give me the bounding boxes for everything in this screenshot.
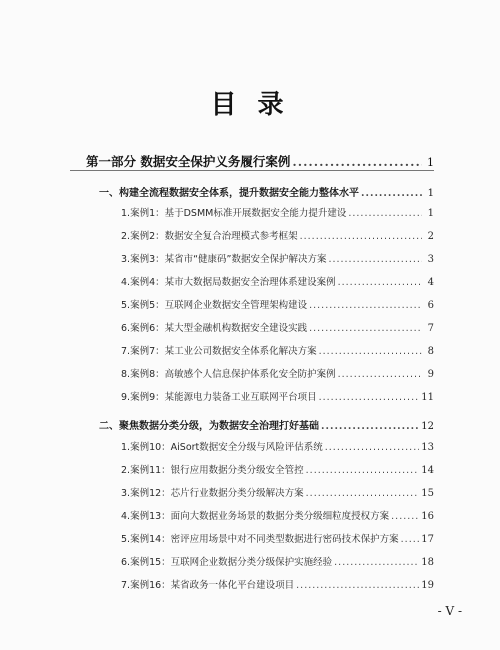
toc-case-label: 6.案例15：互联网企业数据分类分级保护实施经验 — [121, 557, 333, 568]
toc-case-item[interactable] — [121, 439, 434, 453]
toc-page-number: 1 — [427, 208, 434, 219]
toc-case-label: 3.案例3：某省市“健康码”数据安全保护解决方案 — [121, 254, 327, 265]
toc-page-number: 1 — [427, 156, 434, 169]
leader-dots — [321, 421, 419, 432]
leader-dots — [319, 346, 422, 357]
toc-case-label: 4.案例4：某市大数据局数据安全治理体系建设案例 — [121, 277, 336, 288]
leader-dots — [348, 208, 422, 219]
leader-dots — [338, 369, 422, 380]
leader-dots — [391, 511, 419, 522]
toc-case-item[interactable] — [121, 297, 434, 311]
leader-dots — [309, 300, 422, 311]
toc-section-label: 一、构建全流程数据安全体系，提升数据安全能力整体水平 — [99, 188, 359, 199]
toc-page-number: 9 — [427, 369, 434, 380]
toc-part-1[interactable] — [86, 152, 434, 170]
toc-page-number: 15 — [421, 488, 434, 499]
leader-dots — [328, 254, 422, 265]
toc-case-item[interactable] — [121, 228, 434, 242]
toc-page-number: 2 — [427, 231, 434, 242]
toc-page-number: 4 — [427, 277, 434, 288]
leader-dots — [292, 154, 422, 169]
toc-page-number: 19 — [421, 580, 434, 591]
toc-case-label: 9.案例9：某能源电力装备工业互联网平台项目 — [121, 392, 317, 403]
leader-dots — [309, 323, 422, 334]
toc-page-number: 17 — [421, 534, 434, 545]
toc-page-number: 1 — [427, 188, 434, 199]
leader-dots — [325, 442, 420, 453]
toc-case-label: 8.案例8：高敏感个人信息保护体系化安全防护案例 — [121, 369, 336, 380]
toc-page-number: 16 — [421, 511, 434, 522]
leader-dots — [361, 188, 422, 199]
toc-case-label: 1.案例10：AiSort数据安全分级与风险评估系统 — [121, 442, 323, 453]
toc-case-label: 5.案例5：互联网企业数据安全管理架构建设 — [121, 300, 308, 311]
leader-dots — [296, 580, 419, 591]
toc-case-label: 5.案例14：密评应用场景中对不同类型数据进行密码技术保护方案 — [121, 534, 399, 545]
leader-dots — [338, 277, 422, 288]
leader-dots — [300, 231, 422, 242]
toc-case-item[interactable] — [121, 320, 434, 334]
toc-case-label: 1.案例1：基于DSMM标准开展数据安全能力提升建设 — [121, 208, 347, 219]
toc-case-item[interactable] — [121, 577, 434, 591]
toc-case-item[interactable] — [121, 508, 434, 522]
toc-case-item[interactable] — [121, 366, 434, 380]
toc-case-item[interactable] — [121, 205, 434, 219]
toc-page-number: 12 — [421, 421, 434, 432]
leader-dots — [334, 557, 419, 568]
toc-case-label: 4.案例13：面向大数据业务场景的数据分类分级细粒度授权方案 — [121, 511, 390, 522]
leader-dots — [306, 465, 420, 476]
toc-case-item[interactable] — [121, 389, 434, 403]
toc-page-number: 8 — [427, 346, 434, 357]
toc-case-label: 2.案例11：银行应用数据分类分级安全管控 — [121, 465, 304, 476]
toc-case-item[interactable] — [121, 531, 434, 545]
toc-case-item[interactable] — [121, 485, 434, 499]
toc-page-number: 6 — [427, 300, 434, 311]
leader-dots — [401, 534, 420, 545]
toc-page-number: 18 — [421, 557, 434, 568]
toc-case-item[interactable] — [121, 274, 434, 288]
toc-page-number: 14 — [421, 465, 434, 476]
toc-part-label: 第一部分 数据安全保护义务履行案例 — [86, 154, 291, 169]
toc-case-label: 3.案例12：芯片行业数据分类分级解决方案 — [121, 488, 304, 499]
toc-section-label: 二、聚焦数据分类分级，为数据安全治理打好基础 — [99, 421, 319, 432]
toc-case-label: 2.案例2：数据安全复合治理模式参考框架 — [121, 231, 298, 242]
toc-case-label: 7.案例7：某工业公司数据安全体系化解决方案 — [121, 346, 317, 357]
page-number-footer: - V - — [437, 604, 462, 618]
toc-case-item[interactable] — [121, 554, 434, 568]
page-title: 目 录 — [210, 90, 290, 120]
toc-page-number: 11 — [421, 392, 434, 403]
toc-case-item[interactable] — [121, 343, 434, 357]
toc-section-2[interactable] — [99, 417, 434, 432]
toc-page-number: 7 — [427, 323, 434, 334]
toc-page-number: 13 — [421, 442, 434, 453]
toc-page-number: 3 — [427, 254, 434, 265]
toc-case-label: 7.案例16：某省政务一体化平台建设项目 — [121, 580, 295, 591]
leader-dots — [306, 488, 420, 499]
toc-case-item[interactable] — [121, 462, 434, 476]
toc-case-item[interactable] — [121, 251, 434, 265]
toc-section-1[interactable] — [99, 184, 434, 199]
toc-case-label: 6.案例6：某大型金融机构数据安全建设实践 — [121, 323, 308, 334]
leader-dots — [319, 392, 420, 403]
divider — [70, 170, 434, 171]
